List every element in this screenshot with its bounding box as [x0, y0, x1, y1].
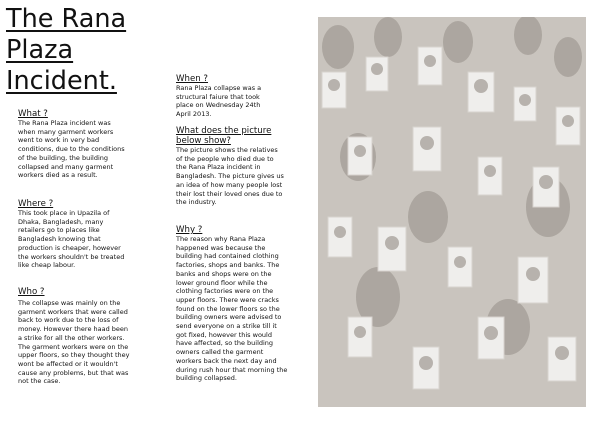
page-title: The Rana Plaza Incident.: [6, 4, 127, 96]
section-why: [176, 225, 288, 383]
who-heading: Who ?: [18, 287, 45, 297]
where-body: This took place in Upazila of Dhaka, Bangladesh, many retailers go to places like Bangladesh knowing that production is cheaper, however the workers shouldn't be treated like cheap labour.: [18, 209, 125, 270]
picture-heading: What does the picture below show?: [176, 126, 272, 146]
section-when: [176, 74, 276, 119]
when-body: Rana Plaza collapse was a structural faiure that took place on Wednesday 24th April 2013.: [176, 84, 262, 119]
protest-photo: [318, 17, 586, 407]
crowd-illustration: [318, 17, 586, 407]
section-what: [18, 109, 130, 180]
why-body: The reason why Rana Plaza happened was because the building had contained clothing factories, shops and banks. The banks and shops were on the lower ground floor while the clothing factories were on the upper floors. There were cracks found on the lower floors so the building owners were advised to send everyone on a strike till it got fixed, however this would have affected, so the building owners called the garment workers back the next day and during rush hour that morning the building collapsed.: [176, 235, 288, 383]
when-heading: When ?: [176, 74, 208, 84]
section-where: [18, 199, 132, 270]
what-body: The Rana Plaza incident was when many garment workers went to work in very bad conditions, due to the conditions of the building, the building collapsed and many garment workers died as a result.: [18, 119, 125, 180]
section-picture: [176, 126, 286, 207]
where-heading: Where ?: [18, 199, 54, 209]
section-who: [18, 287, 130, 386]
who-body-1: The collapse was mainly on the garment workers that were called back to work due to the loss of money. However there haad been a strike for all the other workers.: [18, 299, 129, 342]
who-body-2: The garment workers were on the upper floors, so they thought they wont be affected or it wouldn't cause any problems, but that was not the case.: [18, 342, 130, 386]
picture-body: The picture shows the relatives of the people who died due to the Rana Plaza incident in Bangladesh. The picture gives us an idea of how many people lost their lost their loved ones due to the industry.: [176, 146, 284, 207]
what-heading: What ?: [18, 109, 48, 119]
why-heading: Why ?: [176, 225, 203, 235]
